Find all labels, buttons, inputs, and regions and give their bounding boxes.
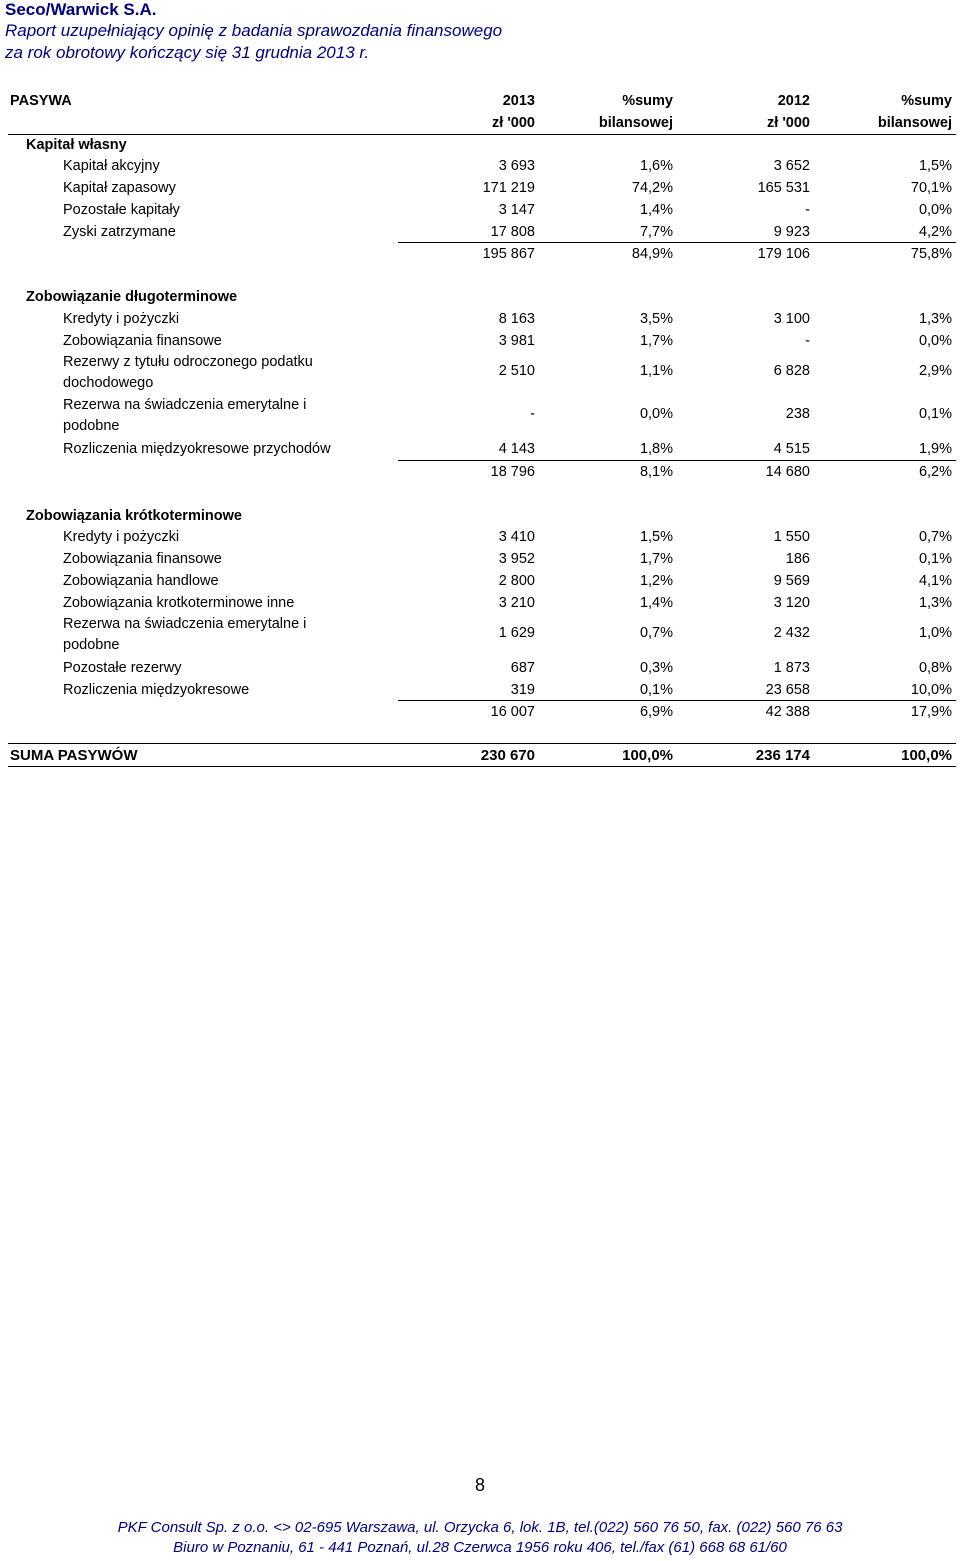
cell-2012: 3 652 bbox=[773, 158, 810, 174]
section-heading bbox=[0, 134, 960, 156]
cell-2013: - bbox=[530, 406, 535, 422]
cell-2012-pct: 0,8% bbox=[918, 660, 952, 676]
cell-2012-pct: 1,5% bbox=[918, 158, 952, 174]
subtotal-2013-pct: 84,9% bbox=[631, 246, 673, 262]
cell-2013: 3 981 bbox=[498, 333, 535, 349]
cell-2013: 8 163 bbox=[498, 311, 535, 327]
cell-2012: 3 100 bbox=[773, 311, 810, 327]
table-row bbox=[0, 526, 960, 548]
row-label: Zyski zatrzymane bbox=[63, 224, 176, 240]
cell-2013: 3 210 bbox=[498, 595, 535, 611]
row-label: Zobowiązania finansowe bbox=[63, 333, 222, 349]
row-label: Rezerwa na świadczenia emerytalne i podobne bbox=[63, 616, 307, 653]
cell-2012-pct: 1,3% bbox=[918, 311, 952, 327]
cell-2012-pct: 0,7% bbox=[918, 529, 952, 545]
subtotal-row bbox=[0, 461, 960, 483]
col-2012-pct-top: %sumy bbox=[901, 93, 952, 109]
cell-2012-pct: 4,1% bbox=[918, 573, 952, 589]
subtotal-2012-pct: 75,8% bbox=[910, 246, 952, 262]
row-label: Rozliczenia międzyokresowe bbox=[63, 682, 250, 698]
cell-2012-pct: 70,1% bbox=[910, 180, 952, 196]
col-2013-pct-top: %sumy bbox=[622, 93, 673, 109]
cell-2013-pct: 74,2% bbox=[631, 180, 673, 196]
row-label: Kapitał zapasowy bbox=[63, 180, 176, 196]
subtotal-2012: 179 106 bbox=[757, 246, 810, 262]
table-row bbox=[0, 177, 960, 199]
cell-2013: 3 147 bbox=[498, 202, 535, 218]
cell-2013: 3 693 bbox=[498, 158, 535, 174]
cell-2013-pct: 3,5% bbox=[639, 311, 673, 327]
cell-2012: 23 658 bbox=[765, 682, 810, 698]
cell-2012-pct: 4,2% bbox=[918, 224, 952, 240]
col-2012-unit: zł '000 bbox=[767, 115, 810, 131]
cell-2012: 4 515 bbox=[773, 441, 810, 457]
cell-2012: 186 bbox=[785, 551, 810, 567]
cell-2012: 1 873 bbox=[773, 660, 810, 676]
subtotal-2012: 14 680 bbox=[765, 464, 810, 480]
cell-2013: 687 bbox=[510, 660, 535, 676]
total-2013-pct: 100,0% bbox=[622, 747, 673, 764]
row-label: Rezerwa na świadczenia emerytalne i podobne bbox=[63, 397, 307, 434]
grand-total-row bbox=[0, 744, 960, 766]
grand-total-label: SUMA PASYWÓW bbox=[10, 747, 138, 764]
cell-2012: 165 531 bbox=[757, 180, 810, 196]
col-2013-unit: zł '000 bbox=[492, 115, 535, 131]
footer-line-2: Biuro w Poznaniu, 61 - 441 Poznań, ul.28 Czerwca 1956 roku 406, tel./fax (61) 668 68 61/60 bbox=[173, 1539, 787, 1556]
subtotal-2013: 18 796 bbox=[490, 464, 535, 480]
cell-2013-pct: 0,7% bbox=[639, 625, 673, 641]
cell-2012: - bbox=[805, 202, 810, 218]
table-row bbox=[0, 438, 960, 460]
col-2012-year: 2012 bbox=[777, 93, 810, 109]
row-label: Rezerwy z tytułu odroczonego podatku dochodowego bbox=[63, 354, 313, 391]
section-title-equity: Kapitał własny bbox=[26, 137, 127, 153]
section-heading bbox=[0, 505, 960, 527]
cell-2013: 3 410 bbox=[498, 529, 535, 545]
subtotal-2013: 195 867 bbox=[482, 246, 535, 262]
subtotal-2013-pct: 6,9% bbox=[639, 704, 673, 720]
cell-2012: 2 432 bbox=[773, 625, 810, 641]
row-label: Zobowiązania finansowe bbox=[63, 551, 222, 567]
cell-2012-pct: 1,9% bbox=[918, 441, 952, 457]
table-row bbox=[0, 199, 960, 221]
subtotal-2012-pct: 6,2% bbox=[918, 464, 952, 480]
section-heading bbox=[0, 286, 960, 308]
total-2012-pct: 100,0% bbox=[901, 747, 952, 764]
table-row bbox=[0, 679, 960, 701]
cell-2013: 2 510 bbox=[498, 363, 535, 379]
col-2013-pct-bottom: bilansowej bbox=[598, 115, 673, 131]
cell-2013-pct: 1,2% bbox=[639, 573, 673, 589]
table-row bbox=[0, 330, 960, 352]
table-row bbox=[0, 613, 960, 655]
cell-2012: 9 923 bbox=[773, 224, 810, 240]
cell-2013-pct: 0,3% bbox=[639, 660, 673, 676]
subtotal-2013-pct: 8,1% bbox=[639, 464, 673, 480]
row-label: Kredyty i pożyczki bbox=[63, 311, 180, 327]
row-label: Pozostałe kapitały bbox=[63, 202, 180, 218]
company-name: Seco/Warwick S.A. bbox=[5, 0, 157, 19]
table-row bbox=[0, 570, 960, 592]
total-2012: 236 174 bbox=[755, 747, 810, 764]
cell-2013-pct: 1,6% bbox=[639, 158, 673, 174]
cell-2013: 4 143 bbox=[498, 441, 535, 457]
cell-2013-pct: 0,1% bbox=[639, 682, 673, 698]
table-row bbox=[0, 592, 960, 614]
table-row bbox=[0, 657, 960, 679]
cell-2012: 6 828 bbox=[773, 363, 810, 379]
cell-2012: 1 550 bbox=[773, 529, 810, 545]
cell-2013: 3 952 bbox=[498, 551, 535, 567]
report-period: za rok obrotowy kończący się 31 grudnia 2013 r. bbox=[5, 43, 370, 62]
cell-2012: - bbox=[805, 333, 810, 349]
cell-2012-pct: 0,1% bbox=[918, 406, 952, 422]
cell-2013-pct: 1,7% bbox=[639, 333, 673, 349]
cell-2013-pct: 0,0% bbox=[639, 406, 673, 422]
cell-2013: 17 808 bbox=[490, 224, 535, 240]
subtotal-2013: 16 007 bbox=[490, 704, 535, 720]
table-row bbox=[0, 221, 960, 243]
col-2013-year: 2013 bbox=[502, 93, 535, 109]
subtotal-2012: 42 388 bbox=[765, 704, 810, 720]
subtotal-row bbox=[0, 701, 960, 723]
cell-2012-pct: 0,1% bbox=[918, 551, 952, 567]
table-row bbox=[0, 548, 960, 570]
cell-2013-pct: 1,4% bbox=[639, 202, 673, 218]
cell-2013-pct: 1,4% bbox=[639, 595, 673, 611]
cell-2012: 238 bbox=[785, 406, 810, 422]
cell-2012-pct: 0,0% bbox=[918, 333, 952, 349]
cell-2013-pct: 1,5% bbox=[639, 529, 673, 545]
row-label: Kredyty i pożyczki bbox=[63, 529, 180, 545]
cell-2012: 3 120 bbox=[773, 595, 810, 611]
row-label: Pozostałe rezerwy bbox=[63, 660, 182, 676]
total-rule-bottom bbox=[8, 766, 956, 767]
row-label: Rozliczenia międzyokresowe przychodów bbox=[63, 441, 331, 457]
table-row bbox=[0, 308, 960, 330]
total-2013: 230 670 bbox=[480, 747, 535, 764]
subtotal-2012-pct: 17,9% bbox=[910, 704, 952, 720]
cell-2012-pct: 1,3% bbox=[918, 595, 952, 611]
row-label: Zobowiązania krotkoterminowe inne bbox=[63, 595, 295, 611]
cell-2013: 319 bbox=[510, 682, 535, 698]
table-title: PASYWA bbox=[10, 93, 72, 109]
section-title-shortterm: Zobowiązania krótkoterminowe bbox=[26, 508, 242, 524]
section-title-longterm: Zobowiązanie długoterminowe bbox=[26, 289, 238, 305]
cell-2013: 2 800 bbox=[498, 573, 535, 589]
table-row bbox=[0, 155, 960, 177]
page-number: 8 bbox=[474, 1475, 485, 1495]
row-label: Kapitał akcyjny bbox=[63, 158, 160, 174]
cell-2012-pct: 1,0% bbox=[918, 625, 952, 641]
cell-2013-pct: 1,7% bbox=[639, 551, 673, 567]
table-row bbox=[0, 351, 960, 393]
cell-2013: 1 629 bbox=[498, 625, 535, 641]
cell-2012-pct: 10,0% bbox=[910, 682, 952, 698]
cell-2013-pct: 1,8% bbox=[639, 441, 673, 457]
cell-2012-pct: 2,9% bbox=[918, 363, 952, 379]
footer-line-1: PKF Consult Sp. z o.o. <> 02-695 Warszawa, ul. Orzycka 6, lok. 1B, tel.(022) 560 76 50, fax. (022) 560 76 63 bbox=[117, 1519, 843, 1536]
cell-2012: 9 569 bbox=[773, 573, 810, 589]
subtotal-row bbox=[0, 243, 960, 265]
cell-2013: 171 219 bbox=[482, 180, 535, 196]
cell-2012-pct: 0,0% bbox=[918, 202, 952, 218]
col-2012-pct-bottom: bilansowej bbox=[877, 115, 952, 131]
report-title: Raport uzupełniający opinię z badania sprawozdania finansowego bbox=[5, 21, 503, 40]
cell-2013-pct: 7,7% bbox=[639, 224, 673, 240]
table-row bbox=[0, 394, 960, 436]
table-header bbox=[0, 90, 960, 134]
row-label: Zobowiązania handlowe bbox=[63, 573, 219, 589]
cell-2013-pct: 1,1% bbox=[639, 363, 673, 379]
